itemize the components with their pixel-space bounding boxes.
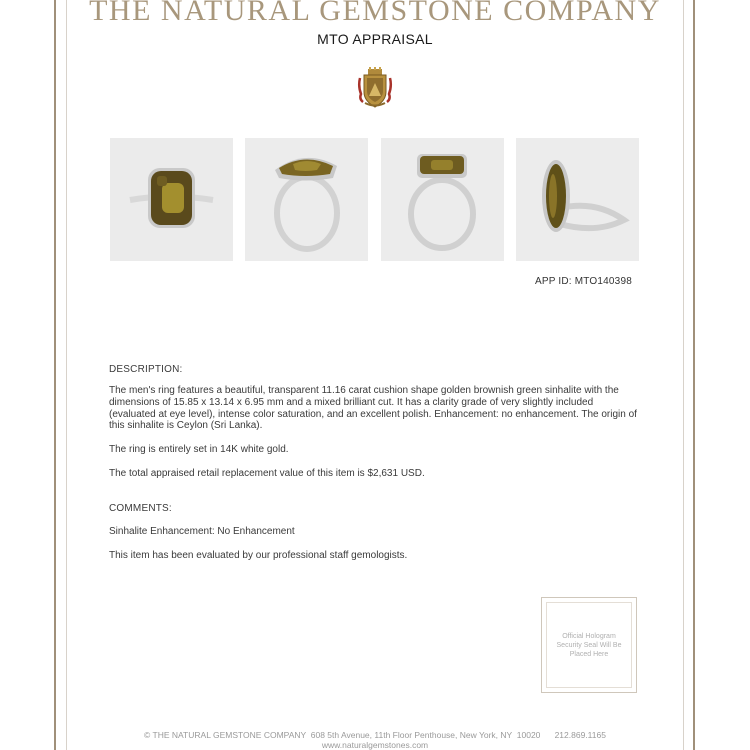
- ring-photo-front-view[interactable]: [381, 138, 504, 261]
- footer-website[interactable]: www.naturalgemstones.com: [321, 740, 429, 750]
- hologram-seal-placeholder: [541, 597, 637, 693]
- document-title: MTO APPRAISAL: [317, 31, 433, 47]
- comments-label: COMMENTS:: [109, 503, 172, 514]
- page-border-right-outer: [693, 0, 695, 750]
- value-paragraph: The total appraised retail replacement value of this item is $2,631 USD.: [109, 468, 425, 479]
- comment-evaluation: This item has been evaluated by our professional staff gemologists.: [109, 550, 408, 561]
- page-border-left-inner: [66, 0, 67, 750]
- company-name: THE NATURAL GEMSTONE COMPANY: [89, 0, 661, 27]
- seal-text: Official Hologram Security Seal Will Be Placed Here: [556, 632, 622, 658]
- description-paragraph: The men's ring features a beautiful, transparent 11.16 carat cushion shape golden brownish green sinhalite with the dimensions of 15.85 x 13.14 x 6.95 mm and a mixed brilliant cut. It has a clarity grade of very slightly included (evaluated at eye level), intense color saturation, and an excellent polish. Enhancement: no enhancement. The origin of this sinhalite is Ceylon (Sri Lanka).: [109, 385, 637, 432]
- heraldic-crest-icon: [357, 66, 393, 110]
- metal-paragraph: The ring is entirely set in 14K white gold.: [109, 444, 289, 455]
- page-border-left-outer: [54, 0, 56, 750]
- comment-enhancement: Sinhalite Enhancement: No Enhancement: [109, 526, 295, 537]
- ring-photo-side-view[interactable]: [516, 138, 639, 261]
- appraisal-id: APP ID: MTO140398: [535, 276, 632, 287]
- ring-photo-angled-view[interactable]: [245, 138, 368, 261]
- ring-photo-top-view[interactable]: [110, 138, 233, 261]
- page-border-right-inner: [683, 0, 684, 750]
- footer-address: © THE NATURAL GEMSTONE COMPANY 608 5th Avenue, 11th Floor Penthouse, New York, NY 10020 212.869.1165: [144, 730, 606, 740]
- description-label: DESCRIPTION:: [109, 364, 183, 375]
